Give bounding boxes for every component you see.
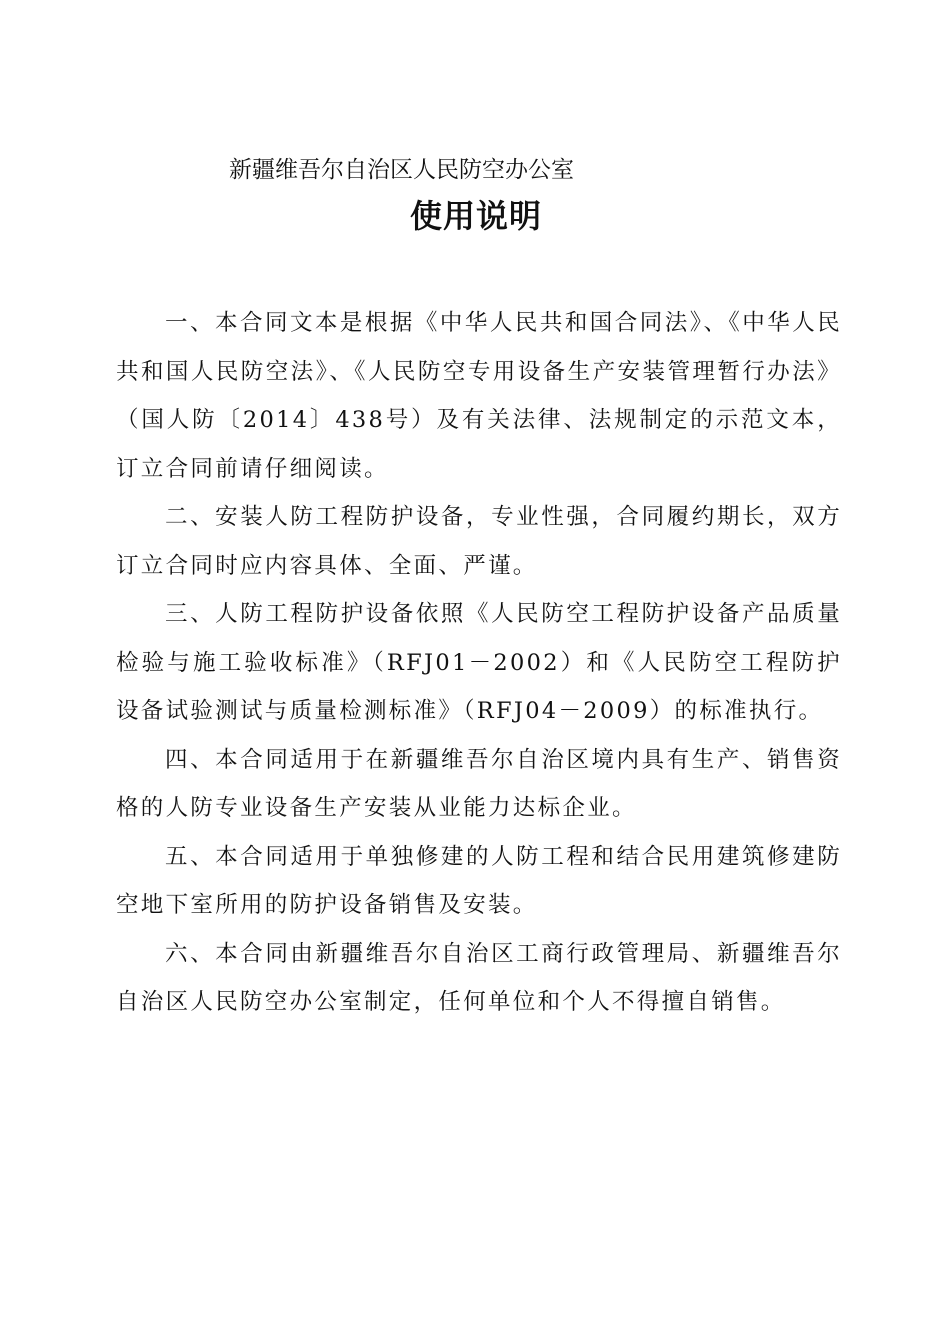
instruction-paragraph-1: 一、本合同文本是根据《中华人民共和国合同法》、《中华人民共和国人民防空法》、《人民防空专用设备生产安装管理暂行办法》（国人防〔2014〕438号）及有关法律、法规制定的示范文本，订立合同前请仔细阅读。 [116, 310, 842, 482]
instruction-paragraph-5: 五、本合同适用于单独修建的人防工程和结合民用建筑修建防空地下室所用的防护设备销售及安装。 [116, 843, 842, 918]
instruction-paragraph-3: 三、人防工程防护设备依照《人民防空工程防护设备产品质量检验与施工验收标准》（RFJ01－2002）和《人民防空工程防护设备试验测试与质量检测标准》（RFJ04－2009）的标准执行。 [116, 601, 842, 724]
issuing-organization: 新疆维吾尔自治区人民防空办公室 [229, 157, 574, 183]
instruction-paragraph-4: 四、本合同适用于在新疆维吾尔自治区境内具有生产、销售资格的人防专业设备生产安装从业能力达标企业。 [116, 746, 842, 821]
instruction-paragraph-6: 六、本合同由新疆维吾尔自治区工商行政管理局、新疆维吾尔自治区人民防空办公室制定，任何单位和个人不得擅自销售。 [116, 940, 842, 1015]
instruction-paragraph-2: 二、安装人防工程防护设备，专业性强，合同履约期长，双方订立合同时应内容具体、全面、严谨。 [116, 504, 842, 579]
document-title [0, 192, 950, 240]
document-title-text: 使用说明 [409, 197, 542, 235]
instructions-body [116, 299, 842, 1027]
